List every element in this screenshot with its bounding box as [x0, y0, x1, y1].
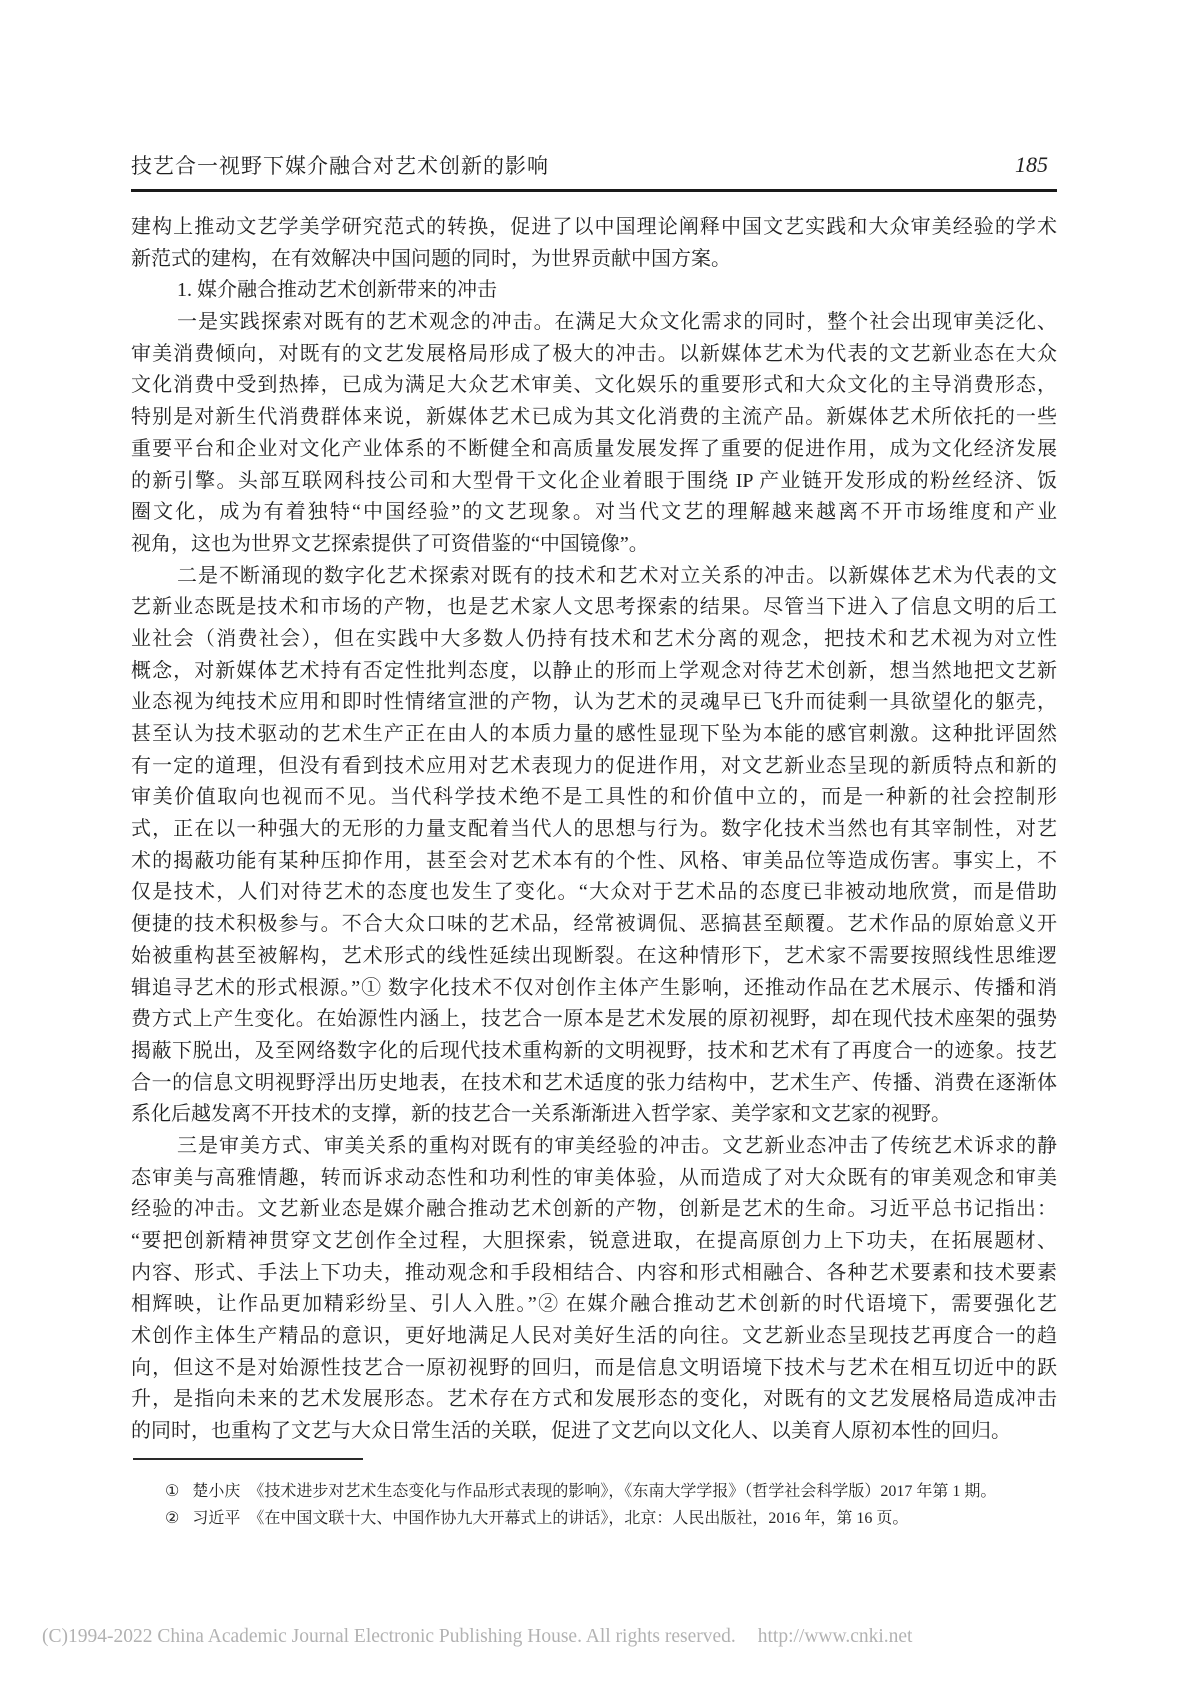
body-line: 特别是对新生代消费群体来说，新媒体艺术已成为其文化消费的主流产品。新媒体艺术所依托的一些 — [131, 406, 1057, 429]
body-line: 的新引擎。头部互联网科技公司和大型骨干文化企业着眼于围绕 IP 产业链开发形成的粉丝经济、饭 — [131, 469, 1057, 492]
header-rule — [131, 189, 1057, 192]
body-line: 新范式的建构，在有效解决中国问题的同时，为世界贡献中国方案。 — [131, 247, 731, 270]
body-line: 有一定的道理，但没有看到技术应用对艺术表现力的促进作用，对文艺新业态呈现的新质特点和新的 — [131, 754, 1057, 777]
body-line: 审美消费倾向，对既有的文艺发展格局形成了极大的冲击。以新媒体艺术为代表的文艺新业态在大众 — [131, 342, 1057, 365]
body-line: 揭蔽下脱出，及至网络数字化的后现代技术重构新的文明视野，技术和艺术有了再度合一的迹象。技艺 — [131, 1039, 1057, 1062]
body-line: 向，但这不是对始源性技艺合一原初视野的回归，而是信息文明语境下技术与艺术在相互切近中的跃 — [131, 1356, 1057, 1379]
body-line: 态审美与高雅情趣，转而诉求动态性和功利性的审美体验，从而造成了对大众既有的审美观念和审美 — [131, 1166, 1057, 1189]
body-line: 甚至认为技术驱动的艺术生产正在由人的本质力量的感性显现下坠为本能的感官刺激。这种批评固然 — [131, 723, 1057, 745]
body-line: 相辉映，让作品更加精彩纷呈、引人入胜。”② 在媒介融合推动艺术创新的时代语境下，需要强化艺 — [131, 1293, 1057, 1316]
section-heading: 1. 媒介融合推动艺术创新带来的冲击 — [177, 279, 497, 302]
page-number: 185 — [1015, 152, 1048, 177]
footnote-marker: ② — [165, 1510, 180, 1527]
body-line: 术的揭蔽功能有某种压抑作用，甚至会对艺术本有的个性、风格、审美品位等造成伤害。事实上，不 — [131, 849, 1057, 872]
body-line: 建构上推动文艺学美学研究范式的转换，促进了以中国理论阐释中国文艺实践和大众审美经验的学术 — [131, 216, 1057, 238]
body-line: 视角，这也为世界文艺探索提供了可资借鉴的“中国镜像”。 — [131, 532, 649, 555]
body-line: 一是实践探索对既有的艺术观念的冲击。在满足大众文化需求的同时，整个社会出现审美泛化、 — [177, 311, 1057, 334]
body-line: 辑追寻艺术的形式根源。”① 数字化技术不仅对创作主体产生影响，还推动作品在艺术展示、传播和消 — [131, 976, 1057, 999]
footnotes — [131, 1478, 1057, 1532]
body-line: 业社会（消费社会），但在实践中大多数人仍持有技术和艺术分离的观念，把技术和艺术视为对立性 — [131, 627, 1057, 650]
footnote-separator — [133, 1458, 363, 1460]
body-line: 术创作主体生产精品的意识，更好地满足人民对美好生活的向往。文艺新业态呈现技艺再度合一的趋 — [131, 1325, 1057, 1348]
body-line: 经验的冲击。文艺新业态是媒介融合推动艺术创新的产物，创新是艺术的生命。习近平总书记指出： — [131, 1198, 1057, 1221]
body-line: 费方式上产生变化。在始源性内涵上，技艺合一原本是艺术发展的原初视野，却在现代技术座架的强势 — [131, 1008, 1057, 1031]
footnote-item — [131, 1478, 1057, 1505]
body-line: 重要平台和企业对文化产业体系的不断健全和高质量发展发挥了重要的促进作用，成为文化经济发展 — [131, 437, 1057, 460]
body-line: 合一的信息文明视野浮出历史地表，在技术和艺术适度的张力结构中，艺术生产、传播、消费在逐渐体 — [131, 1071, 1057, 1094]
body-line: 的同时，也重构了文艺与大众日常生活的关联，促进了文艺向以文化人、以美育人原初本性的回归。 — [131, 1420, 1011, 1443]
body-text — [131, 212, 1057, 1448]
body-line: 圈文化，成为有着独特“中国经验”的文艺现象。对当代文艺的理解越来越离不开市场维度和产业 — [131, 501, 1057, 524]
body-line: 业态视为纯技术应用和即时性情绪宣泄的产物，认为艺术的灵魂早已飞升而徒剩一具欲望化的躯壳， — [131, 691, 1057, 714]
running-head-title: 技艺合一视野下媒介融合对艺术创新的影响 — [131, 154, 549, 178]
body-line: 式，正在以一种强大的无形的力量支配着当代人的思想与行为。数字化技术当然也有其宰制性，对艺 — [131, 818, 1057, 841]
footnote-marker: ① — [165, 1483, 180, 1500]
footer-copyright: (C)1994-2022 China Academic Journal Electronic Publishing House. All rights reserved. — [42, 1626, 736, 1647]
body-line: 便捷的技术积极参与。不合大众口味的艺术品，经常被调侃、恶搞甚至颠覆。艺术作品的原始意义开 — [131, 913, 1057, 936]
copyright-notice — [42, 1626, 1162, 1648]
footnote-text: 习近平 《在中国文联十大、中国作协九大开幕式上的讲话》，北京：人民出版社，2016 年，第 16 页。 — [192, 1510, 909, 1527]
body-line: 仅是技术，人们对待艺术的态度也发生了变化。“大众对于艺术品的态度已非被动地欣赏，而是借助 — [131, 881, 1057, 904]
body-line: 文化消费中受到热捧，已成为满足大众艺术审美、文化娱乐的重要形式和大众文化的主导消费形态， — [131, 374, 1057, 397]
body-line: 三是审美方式、审美关系的重构对既有的审美经验的冲击。文艺新业态冲击了传统艺术诉求的静 — [177, 1134, 1057, 1157]
body-line: 二是不断涌现的数字化艺术探索对既有的技术和艺术对立关系的冲击。以新媒体艺术为代表的文 — [177, 564, 1057, 587]
body-line: 始被重构甚至被解构，艺术形式的线性延续出现断裂。在这种情形下，艺术家不需要按照线性思维逻 — [131, 944, 1057, 967]
body-line: 系化后越发离不开技术的支撑，新的技艺合一关系渐渐进入哲学家、美学家和文艺家的视野。 — [131, 1103, 951, 1126]
footer-url: http://www.cnki.net — [757, 1626, 913, 1647]
body-line: 概念，对新媒体艺术持有否定性批判态度，以静止的形而上学观念对待艺术创新，想当然地把文艺新 — [131, 659, 1057, 682]
footnote-item — [131, 1505, 1057, 1532]
footnote-text: 楚小庆 《技术进步对艺术生态变化与作品形式表现的影响》，《东南大学学报》（哲学社会科学版）2017 年第 1 期。 — [192, 1483, 997, 1500]
body-line: 内容、形式、手法上下功夫，推动观念和手段相结合、内容和形式相融合、各种艺术要素和技术要素 — [131, 1261, 1057, 1284]
body-line: “要把创新精神贯穿文艺创作全过程，大胆探索，锐意进取，在提高原创力上下功夫，在拓展题材、 — [131, 1230, 1057, 1252]
body-line: 艺新业态既是技术和市场的产物，也是艺术家人文思考探索的结果。尽管当下进入了信息文明的后工 — [131, 596, 1057, 619]
body-line: 审美价值取向也视而不见。当代科学技术绝不是工具性的和价值中立的，而是一种新的社会控制形 — [131, 786, 1057, 809]
body-line: 升，是指向未来的艺术发展形态。艺术存在方式和发展形态的变化，对既有的文艺发展格局造成冲击 — [131, 1388, 1057, 1411]
